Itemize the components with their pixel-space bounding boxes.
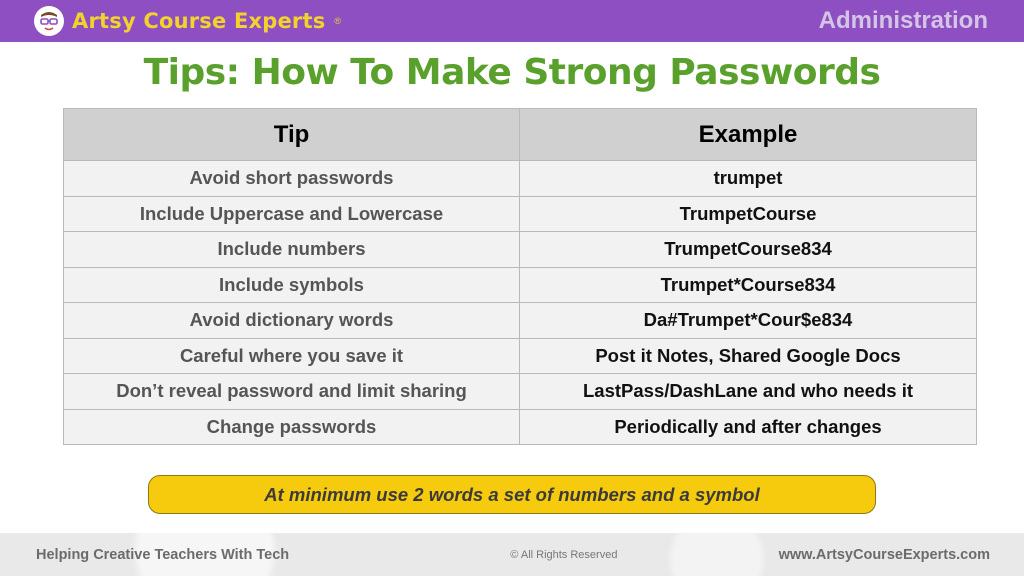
footer-tagline: Helping Creative Teachers With Tech: [36, 546, 290, 563]
footer-website: www.ArtsyCourseExperts.com: [778, 546, 990, 563]
page-title: Tips: How To Make Strong Passwords: [143, 52, 881, 93]
tip-cell: Don’t reveal password and limit sharing: [64, 374, 520, 410]
trademark-mark: ®: [334, 16, 342, 26]
top-bar: [0, 0, 1024, 42]
table-header-row: [64, 109, 977, 161]
tip-cell: Avoid dictionary words: [64, 303, 520, 339]
table-row: [64, 338, 977, 374]
example-cell: trumpet: [520, 161, 977, 197]
example-cell: TrumpetCourse: [520, 196, 977, 232]
table-row: [64, 161, 977, 197]
callout-banner: At minimum use 2 words a set of numbers and a symbol: [148, 475, 876, 514]
example-cell: Trumpet*Course834: [520, 267, 977, 303]
table-row: [64, 196, 977, 232]
table-row: [64, 267, 977, 303]
table-row: [64, 409, 977, 445]
brand-name: Artsy Course Experts: [72, 9, 326, 33]
footer: [0, 533, 1024, 576]
example-cell: Da#Trumpet*Cour$e834: [520, 303, 977, 339]
glasses-face-icon: [34, 6, 64, 36]
example-cell: Periodically and after changes: [520, 409, 977, 445]
example-cell: Post it Notes, Shared Google Docs: [520, 338, 977, 374]
example-cell: LastPass/DashLane and who needs it: [520, 374, 977, 410]
table-row: [64, 303, 977, 339]
example-cell: TrumpetCourse834: [520, 232, 977, 268]
password-tips-table: [63, 108, 977, 445]
tip-cell: Include numbers: [64, 232, 520, 268]
column-header-tip: Tip: [64, 109, 520, 161]
table-row: [64, 232, 977, 268]
brand: [34, 6, 341, 36]
table-row: [64, 374, 977, 410]
tip-cell: Careful where you save it: [64, 338, 520, 374]
tip-cell: Include symbols: [64, 267, 520, 303]
footer-copyright: © All Rights Reserved: [510, 548, 618, 561]
section-label: Administration: [818, 7, 988, 34]
column-header-example: Example: [520, 109, 977, 161]
tip-cell: Change passwords: [64, 409, 520, 445]
tip-cell: Include Uppercase and Lowercase: [64, 196, 520, 232]
tip-cell: Avoid short passwords: [64, 161, 520, 197]
